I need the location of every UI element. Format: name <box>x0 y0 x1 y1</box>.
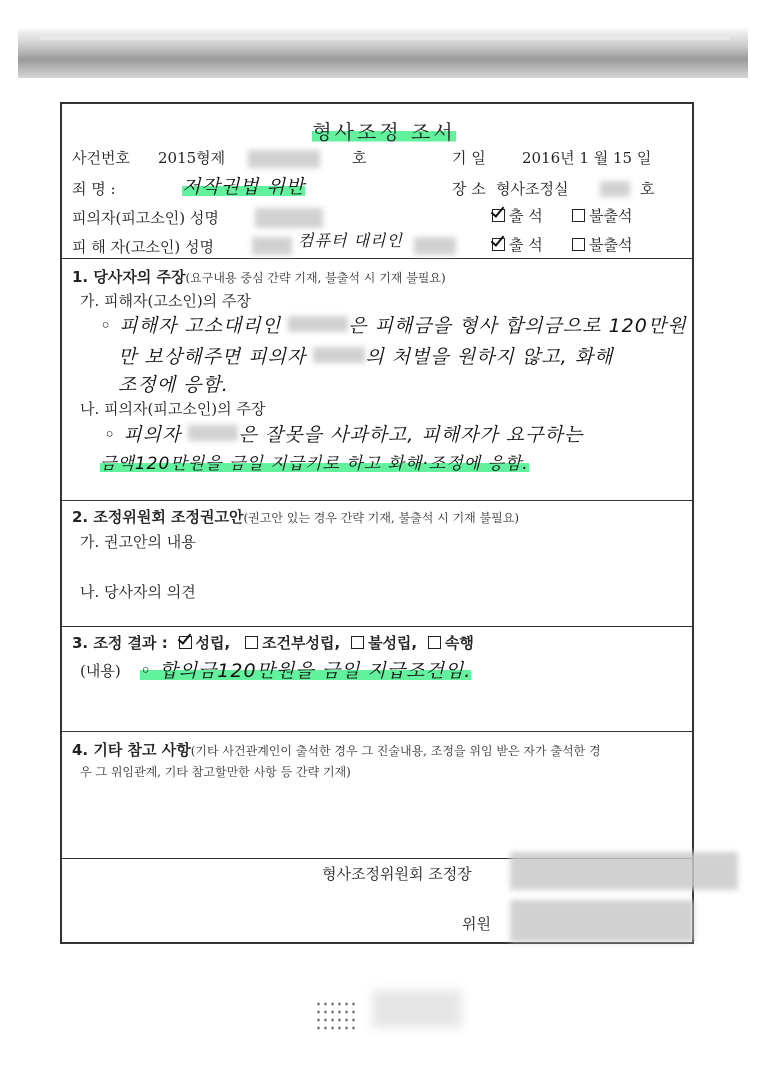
recommendation-content-label: 가. 권고안의 내용 <box>80 533 196 551</box>
redacted-page-stamp <box>372 990 462 1028</box>
document-title: 형사조정 조서 <box>312 120 456 144</box>
redacted-case-number <box>248 150 320 168</box>
result-failed-checkbox <box>351 636 364 649</box>
case-no-prefix: 2015형제 <box>158 149 226 167</box>
redacted-suspect-name <box>313 347 365 363</box>
place-suffix: 호 <box>640 180 655 198</box>
victim-claim-line1: ◦ 피해자 고소대리인 은 피해금을 형사 합의금으로 120만원 <box>100 315 687 337</box>
redacted-rep-name <box>288 316 348 332</box>
victim-name-partial: 컴퓨터 대리인 <box>298 231 403 250</box>
case-no-suffix: 호 <box>352 149 367 167</box>
result-content-label: (내용) <box>80 662 121 680</box>
party-opinion-label: 나. 당사자의 의견 <box>80 583 196 601</box>
victim-attend: 출 석 <box>492 238 543 253</box>
section3-heading: 3. 조정 결과 : 성립, 조건부성립, 불성립, 속행 <box>72 634 474 652</box>
member-label: 위원 <box>462 915 491 933</box>
section1-heading: 1. 당사자의 주장(요구내용 중심 간략 기재, 불출석 시 기재 불필요) <box>72 268 446 286</box>
victim-label: 피 해 자(고소인) 성명 <box>72 238 214 256</box>
result-content-value: ◦ 합의금120만원을 금일 지급조건임. <box>140 660 472 682</box>
case-no-label: 사건번호 <box>72 149 130 167</box>
date-value: 2016년 1 월 15 일 <box>522 149 652 167</box>
redacted-chair-signature <box>510 852 738 890</box>
suspect-claim-line1: ◦ 피의자 은 잘못을 사과하고, 피해자가 요구하는 <box>104 424 584 446</box>
section4-note-cont: 우 그 위임관계, 기타 참고할만한 사항 등 간략 기재) <box>80 765 351 779</box>
absent-checkbox <box>572 209 585 222</box>
victim-claim-label: 가. 피해자(고소인)의 주장 <box>80 292 251 310</box>
scan-streak <box>40 34 730 40</box>
place-label: 장 소 <box>452 180 486 198</box>
result-continued-checkbox <box>428 636 441 649</box>
place-value: 형사조정실 <box>496 180 569 198</box>
date-label: 기 일 <box>452 149 486 167</box>
suspect-absent: 불출석 <box>572 209 632 224</box>
redacted-victim-rep <box>414 237 456 255</box>
divider-section3 <box>60 731 694 732</box>
result-conditional-checkbox <box>245 636 258 649</box>
attend-checkbox-checked <box>492 238 505 251</box>
seal-dots <box>315 1000 355 1030</box>
redacted-suspect-name <box>188 425 238 441</box>
redacted-member-signatures <box>510 900 694 942</box>
suspect-claim-label: 나. 피의자(피고소인)의 주장 <box>80 400 266 418</box>
victim-absent: 불출석 <box>572 238 632 253</box>
redacted-victim-name <box>252 237 292 255</box>
suspect-label: 피의자(피고소인) 성명 <box>72 209 219 227</box>
charge-value: 저작권법 위반 <box>182 176 306 198</box>
absent-checkbox <box>572 238 585 251</box>
divider-section2 <box>60 626 694 627</box>
charge-label: 죄 명 : <box>72 180 116 198</box>
section4-heading: 4. 기타 참고 사항(기타 사건관계인이 출석한 경우 그 진술내용, 조정을 위임 받은 자가 출석한 경 <box>72 741 601 759</box>
victim-claim-line3: 조정에 응함. <box>118 374 229 396</box>
attend-checkbox-checked <box>492 209 505 222</box>
divider-header <box>60 258 694 259</box>
redacted-room <box>600 181 630 197</box>
chair-label: 형사조정위원회 조정장 <box>322 865 472 883</box>
suspect-attend: 출 석 <box>492 209 543 224</box>
divider-section1 <box>60 500 694 501</box>
victim-claim-line2: 만 보상해주면 피의자 의 처벌을 원하지 않고, 화해 <box>118 346 614 368</box>
result-established-checkbox-checked <box>179 636 192 649</box>
suspect-claim-line2: 금액120만원을 금일 지급키로 하고 화해·조정에 응함. <box>100 454 529 474</box>
redacted-suspect-name <box>255 208 323 228</box>
section2-heading: 2. 조정위원회 조정권고안(권고안 있는 경우 간략 기재, 불출석 시 기재 불필요) <box>72 508 520 526</box>
